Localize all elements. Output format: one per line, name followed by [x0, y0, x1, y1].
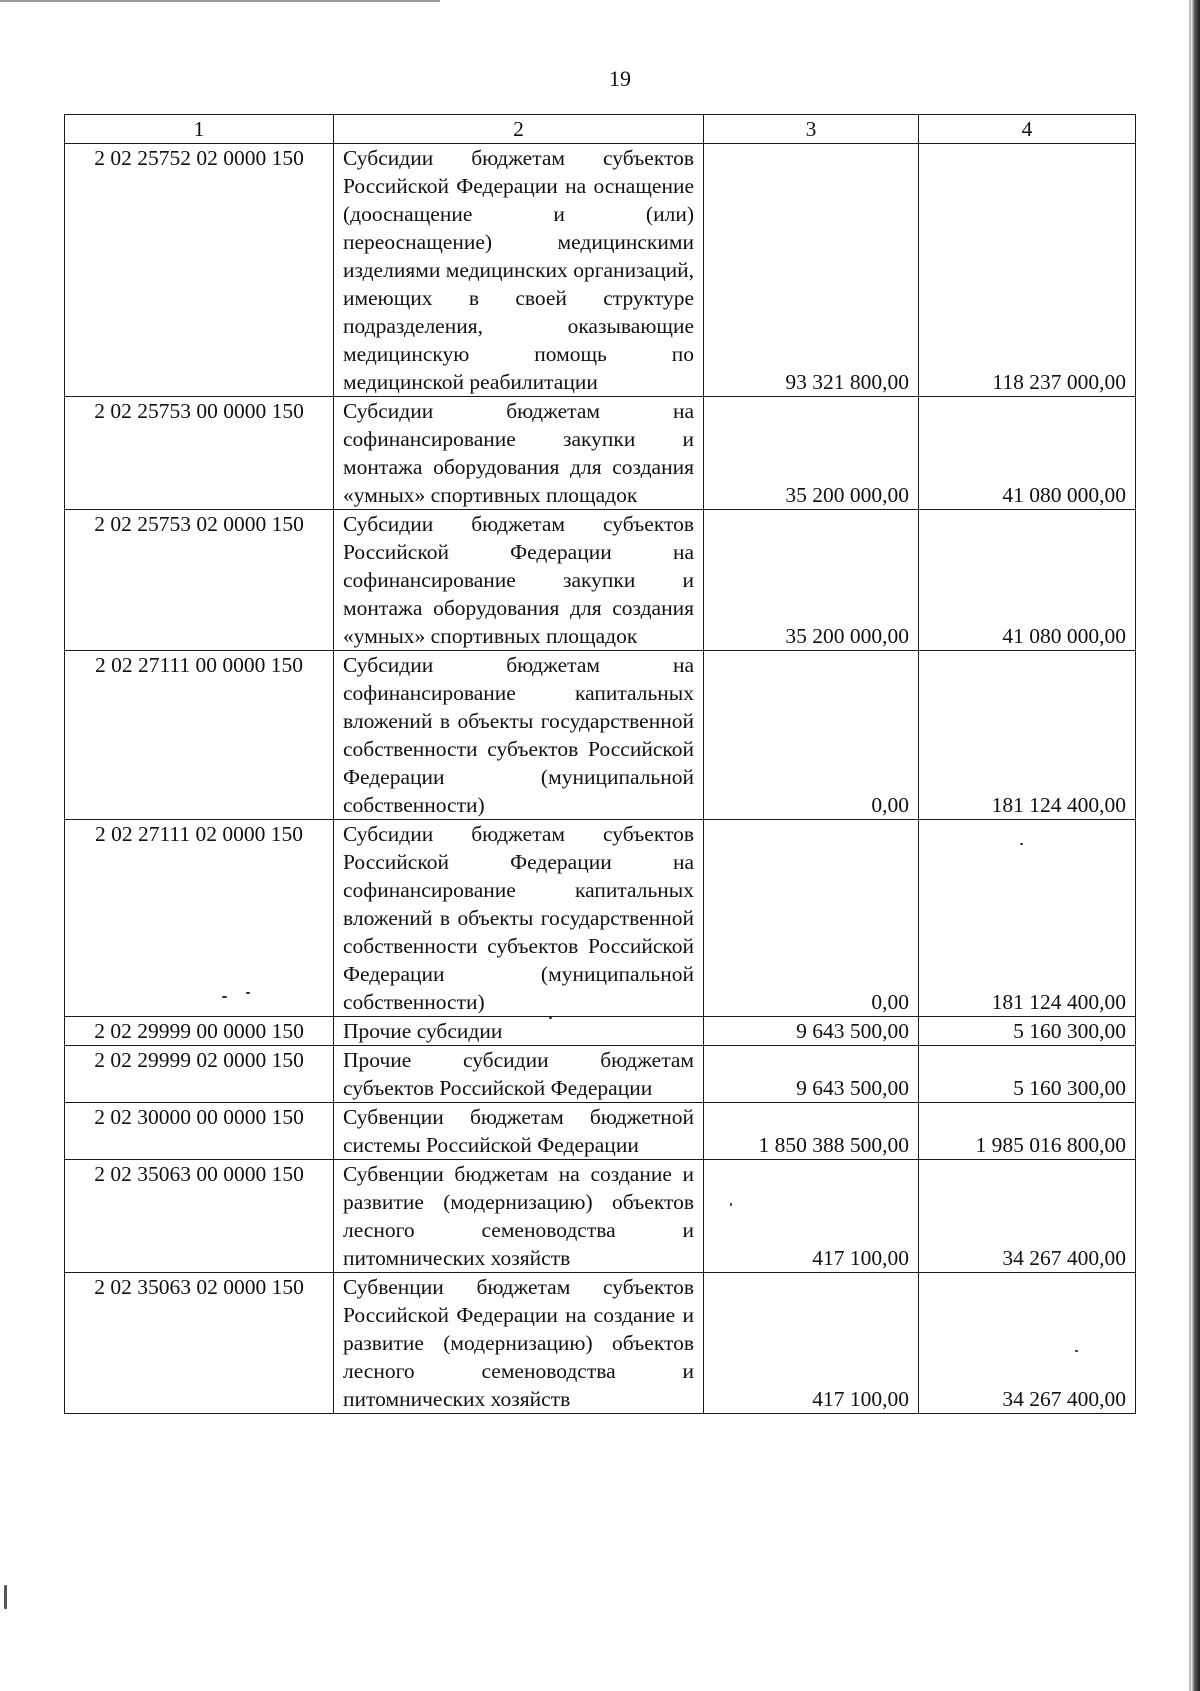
row-name: Прочие субсидии бюджетам субъектов Российской Федерации [334, 1046, 704, 1103]
row-name: Субсидии бюджетам субъектов Российской Федерации на софинансирование закупки и монтажа оборудования для создания «умных» спортивных площадок [334, 510, 704, 651]
row-value-col-3: 0,00 [704, 651, 919, 820]
header-col-3: 3 [704, 115, 919, 144]
row-name: Субвенции бюджетам бюджетной системы Российской Федерации [334, 1103, 704, 1160]
row-code: 2 02 30000 00 0000 150 [65, 1103, 334, 1160]
budget-table [64, 114, 1136, 1414]
row-code: 2 02 29999 00 0000 150 [65, 1017, 334, 1046]
table-body [65, 144, 1136, 1414]
page-number: 19 [609, 66, 631, 91]
scan-speck [4, 1585, 7, 1609]
row-value-col-3: 417 100,00 [704, 1160, 919, 1273]
scan-speck [730, 1203, 732, 1206]
row-value-col-3: 35 200 000,00 [704, 510, 919, 651]
row-value-col-3: 93 321 800,00 [704, 144, 919, 397]
header-col-4: 4 [919, 115, 1136, 144]
table-header [65, 115, 1136, 144]
row-value-col-4: 41 080 000,00 [919, 397, 1136, 510]
table-row [65, 820, 1136, 1017]
scan-right-edge [1191, 0, 1200, 1691]
row-value-col-4: 34 267 400,00 [919, 1160, 1136, 1273]
table-row [65, 397, 1136, 510]
row-name: Прочие субсидии [334, 1017, 704, 1046]
row-code: 2 02 25753 02 0000 150 [65, 510, 334, 651]
header-col-1: 1 [65, 115, 334, 144]
row-value-col-3: 417 100,00 [704, 1273, 919, 1414]
row-value-col-3: 1 850 388 500,00 [704, 1103, 919, 1160]
scan-speck [222, 996, 227, 998]
table-row [65, 1017, 1136, 1046]
row-name: Субсидии бюджетам на софинансирование капитальных вложений в объекты государственной собственности субъектов Российской Федерации (муниципальной собственности) [334, 651, 704, 820]
table-row [65, 1160, 1136, 1273]
row-value-col-4: 181 124 400,00 [919, 820, 1136, 1017]
row-value-col-3: 9 643 500,00 [704, 1017, 919, 1046]
table-row [65, 1103, 1136, 1160]
scan-speck [549, 1017, 552, 1019]
row-code: 2 02 29999 02 0000 150 [65, 1046, 334, 1103]
row-value-col-3: 0,00 [704, 820, 919, 1017]
row-value-col-4: 5 160 300,00 [919, 1017, 1136, 1046]
row-value-col-4: 181 124 400,00 [919, 651, 1136, 820]
row-value-col-4: 1 985 016 800,00 [919, 1103, 1136, 1160]
table-row [65, 1273, 1136, 1414]
row-name: Субсидии бюджетам субъектов Российской Федерации на софинансирование капитальных вложений в объекты государственной собственности субъектов Российской Федерации (муниципальной собственности) [334, 820, 704, 1017]
row-name: Субсидии бюджетам субъектов Российской Федерации на оснащение (дооснащение и (или) переоснащение) медицинскими изделиями медицинских организаций, имеющих в своей структуре подразделения, оказывающие медицинскую помощь по медицинской реабилитации [334, 144, 704, 397]
table-row [65, 1046, 1136, 1103]
row-code: 2 02 25753 00 0000 150 [65, 397, 334, 510]
table-row [65, 144, 1136, 397]
header-row [65, 115, 1136, 144]
row-name: Субвенции бюджетам субъектов Российской Федерации на создание и развитие (модернизацию) объектов лесного семеноводства и питомнических хозяйств [334, 1273, 704, 1414]
header-col-2: 2 [334, 115, 704, 144]
scan-top-rule [0, 0, 440, 2]
row-code: 2 02 27111 02 0000 150 [65, 820, 334, 1017]
row-value-col-4: 5 160 300,00 [919, 1046, 1136, 1103]
row-code: 2 02 35063 02 0000 150 [65, 1273, 334, 1414]
table-row [65, 510, 1136, 651]
row-code: 2 02 25752 02 0000 150 [65, 144, 334, 397]
row-value-col-4: 41 080 000,00 [919, 510, 1136, 651]
row-value-col-4: 34 267 400,00 [919, 1273, 1136, 1414]
row-value-col-3: 35 200 000,00 [704, 397, 919, 510]
scan-speck [1020, 843, 1023, 845]
table-row [65, 651, 1136, 820]
row-code: 2 02 35063 00 0000 150 [65, 1160, 334, 1273]
scan-speck [1075, 1350, 1078, 1352]
row-value-col-4: 118 237 000,00 [919, 144, 1136, 397]
row-code: 2 02 27111 00 0000 150 [65, 651, 334, 820]
scan-speck [246, 992, 250, 994]
row-name: Субсидии бюджетам на софинансирование закупки и монтажа оборудования для создания «умных» спортивных площадок [334, 397, 704, 510]
row-value-col-3: 9 643 500,00 [704, 1046, 919, 1103]
row-name: Субвенции бюджетам на создание и развитие (модернизацию) объектов лесного семеноводства и питомнических хозяйств [334, 1160, 704, 1273]
